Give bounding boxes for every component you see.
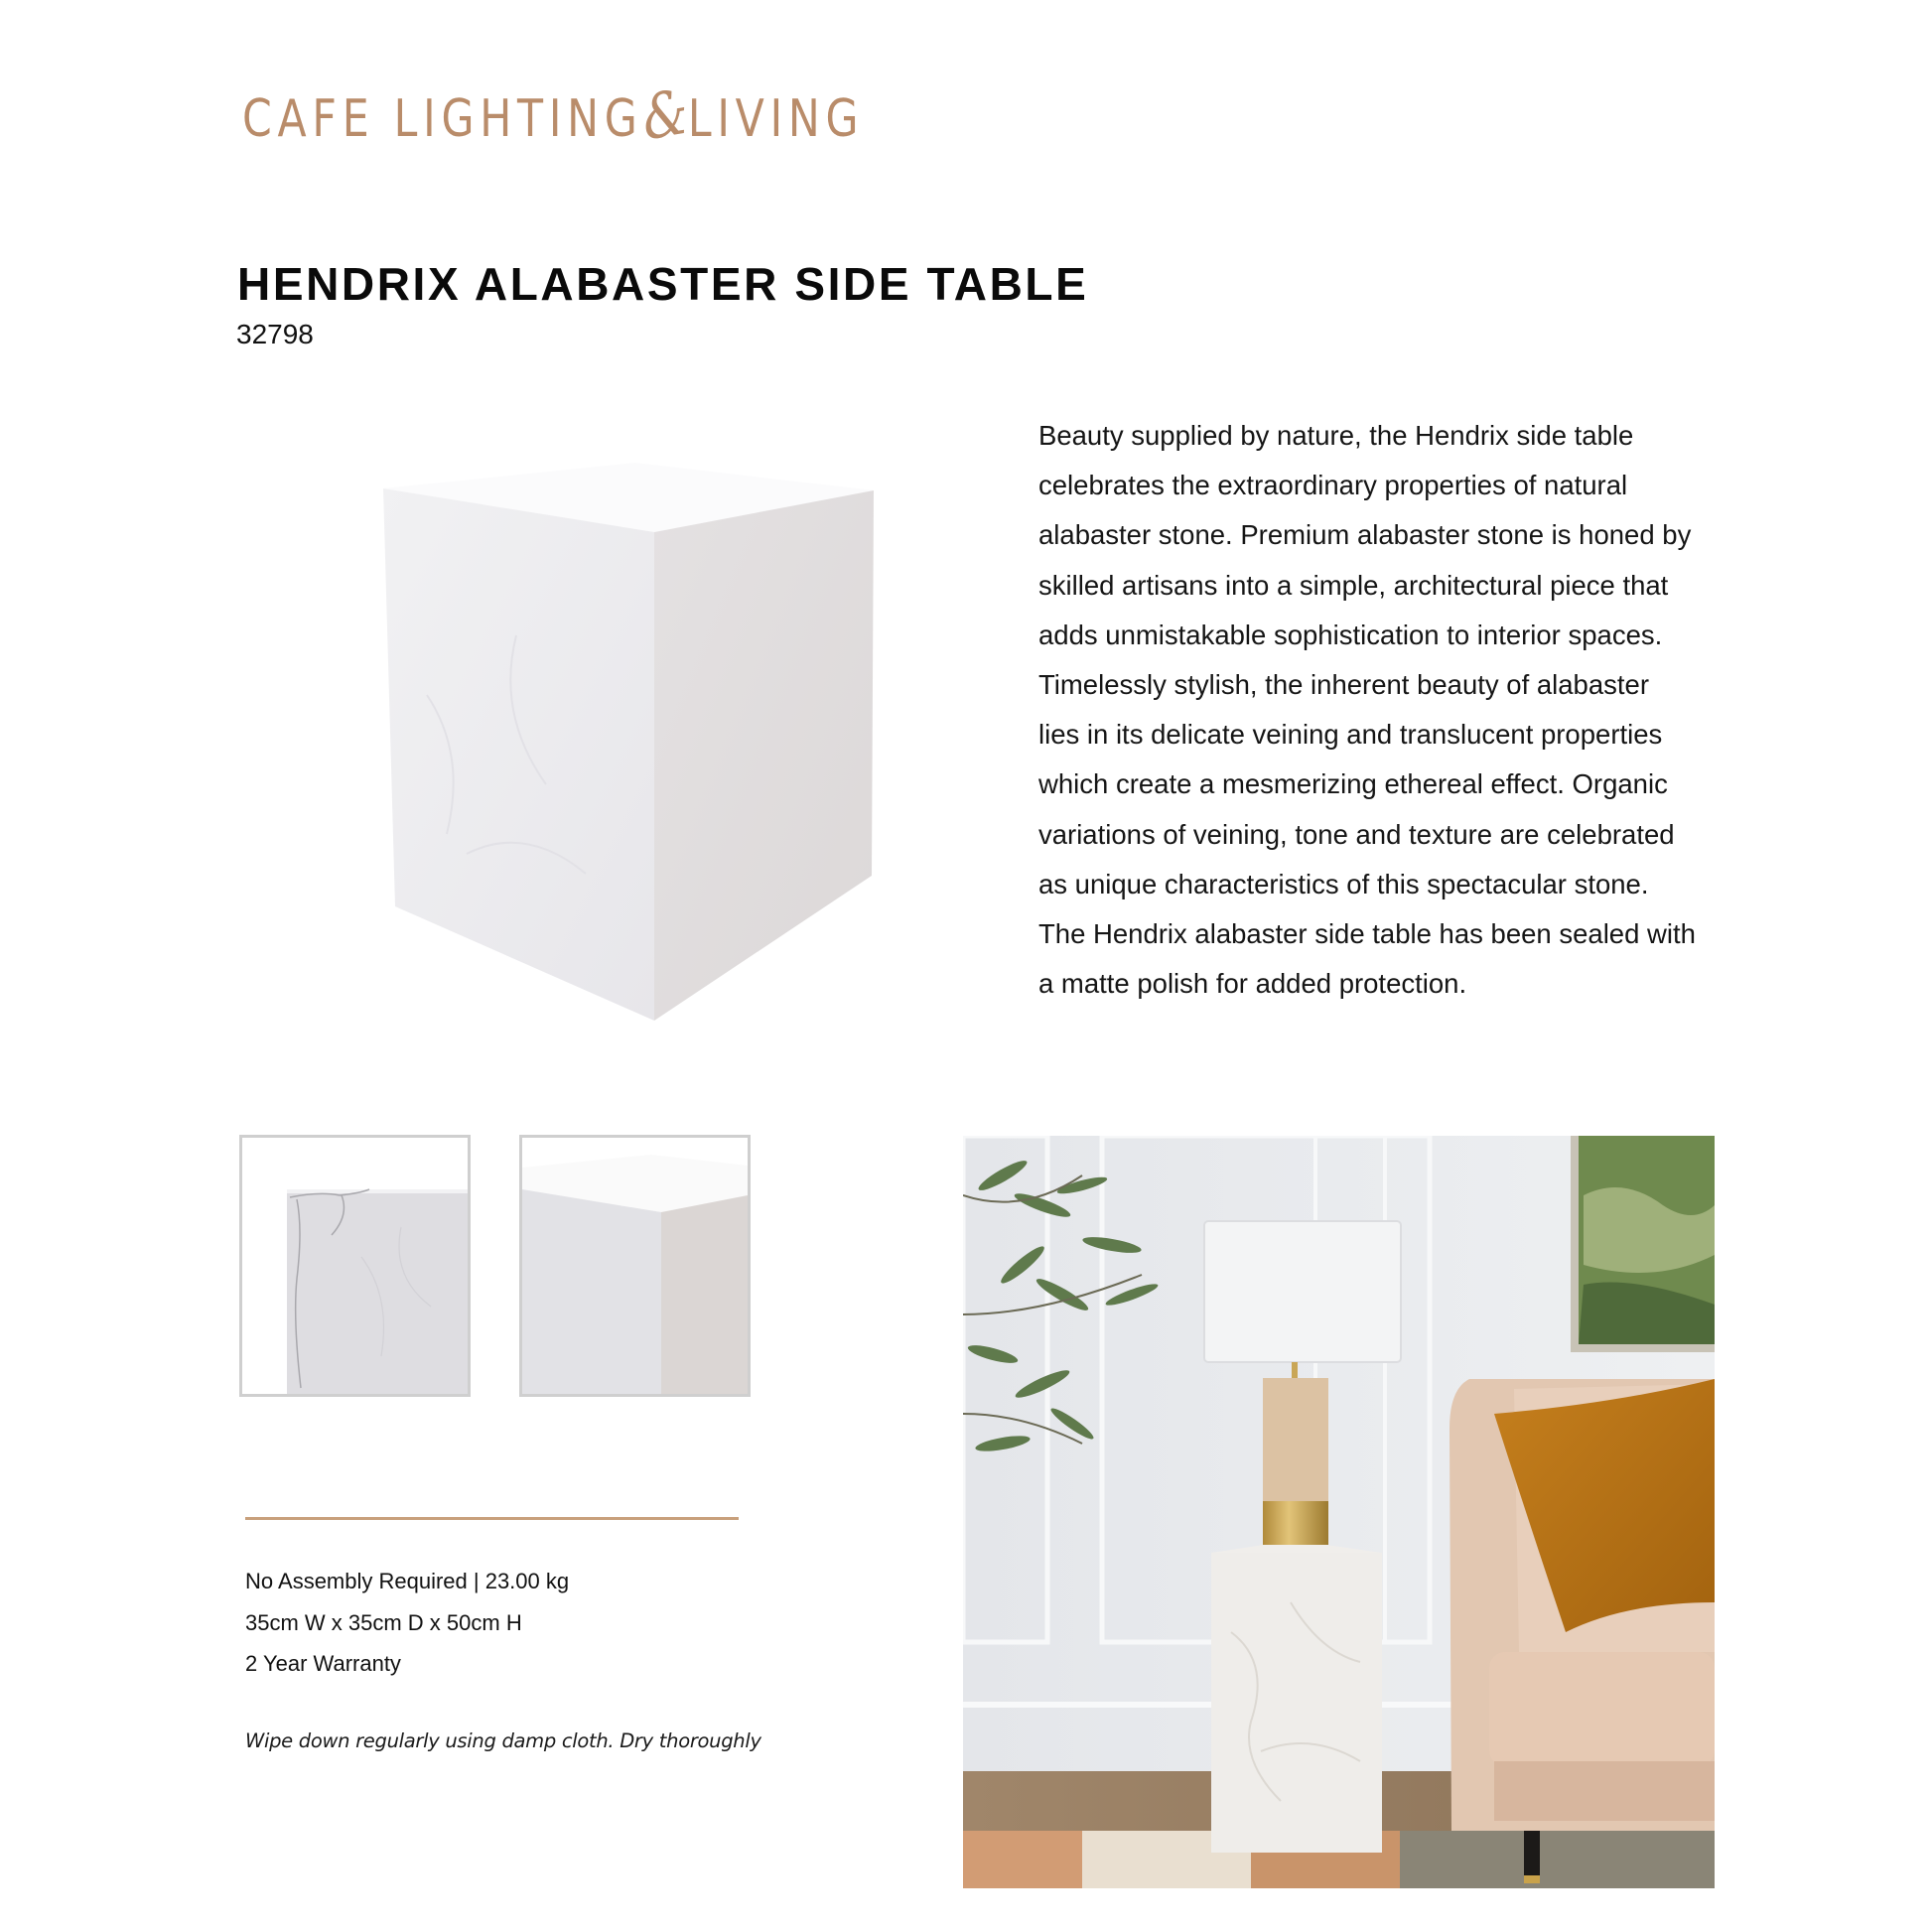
description-line: lies in its delicate veining and translucent properties bbox=[1038, 719, 1663, 751]
hero-product-image bbox=[367, 452, 894, 1037]
thumbnail-corner-detail bbox=[239, 1135, 471, 1397]
description-line: which create a mesmerizing ethereal effect. Organic bbox=[1038, 768, 1668, 800]
description-line: as unique characteristics of this spectacular stone. bbox=[1038, 868, 1649, 899]
description-line: Timelessly stylish, the inherent beauty of alabaster bbox=[1038, 669, 1649, 701]
description-line: The Hendrix alabaster side table has been sealed with bbox=[1038, 918, 1696, 950]
alabaster-corner-image bbox=[242, 1138, 468, 1394]
spec-assembly-weight: No Assembly Required | 23.00 kg bbox=[245, 1569, 570, 1593]
description-line: a matte polish for added protection. bbox=[1038, 968, 1467, 1000]
lifestyle-photo bbox=[963, 1136, 1715, 1888]
care-instructions: Wipe down regularly using damp cloth. Dry thoroughly bbox=[245, 1729, 761, 1752]
description-line: celebrates the extraordinary properties of natural bbox=[1038, 470, 1628, 501]
product-sku: 32798 bbox=[236, 319, 314, 349]
description-line: adds unmistakable sophistication to interior spaces. bbox=[1038, 619, 1663, 650]
ampersand-glyph: & bbox=[638, 74, 692, 155]
product-title: HENDRIX ALABASTER SIDE TABLE bbox=[237, 258, 1089, 310]
description-line: Beauty supplied by nature, the Hendrix side table bbox=[1038, 420, 1634, 451]
alabaster-cube-icon bbox=[367, 452, 894, 1037]
description-line: skilled artisans into a simple, architectural piece that bbox=[1038, 569, 1669, 601]
description-line: alabaster stone. Premium alabaster stone is honed by bbox=[1038, 519, 1692, 551]
product-description bbox=[1038, 411, 1753, 1009]
brand-logo-right: LIVING bbox=[687, 89, 865, 149]
brand-logo-left: CAFE LIGHTING bbox=[242, 89, 643, 149]
alabaster-edge-image bbox=[522, 1138, 748, 1394]
spec-dimensions: 35cm W x 35cm D x 50cm H bbox=[245, 1610, 522, 1635]
brand-logo bbox=[242, 74, 865, 155]
divider-rule bbox=[245, 1517, 739, 1520]
spec-warranty: 2 Year Warranty bbox=[245, 1651, 401, 1676]
thumbnail-top-edge-detail bbox=[519, 1135, 751, 1397]
description-line: variations of veining, tone and texture are celebrated bbox=[1038, 818, 1675, 850]
lifestyle-scene-image bbox=[963, 1136, 1715, 1888]
